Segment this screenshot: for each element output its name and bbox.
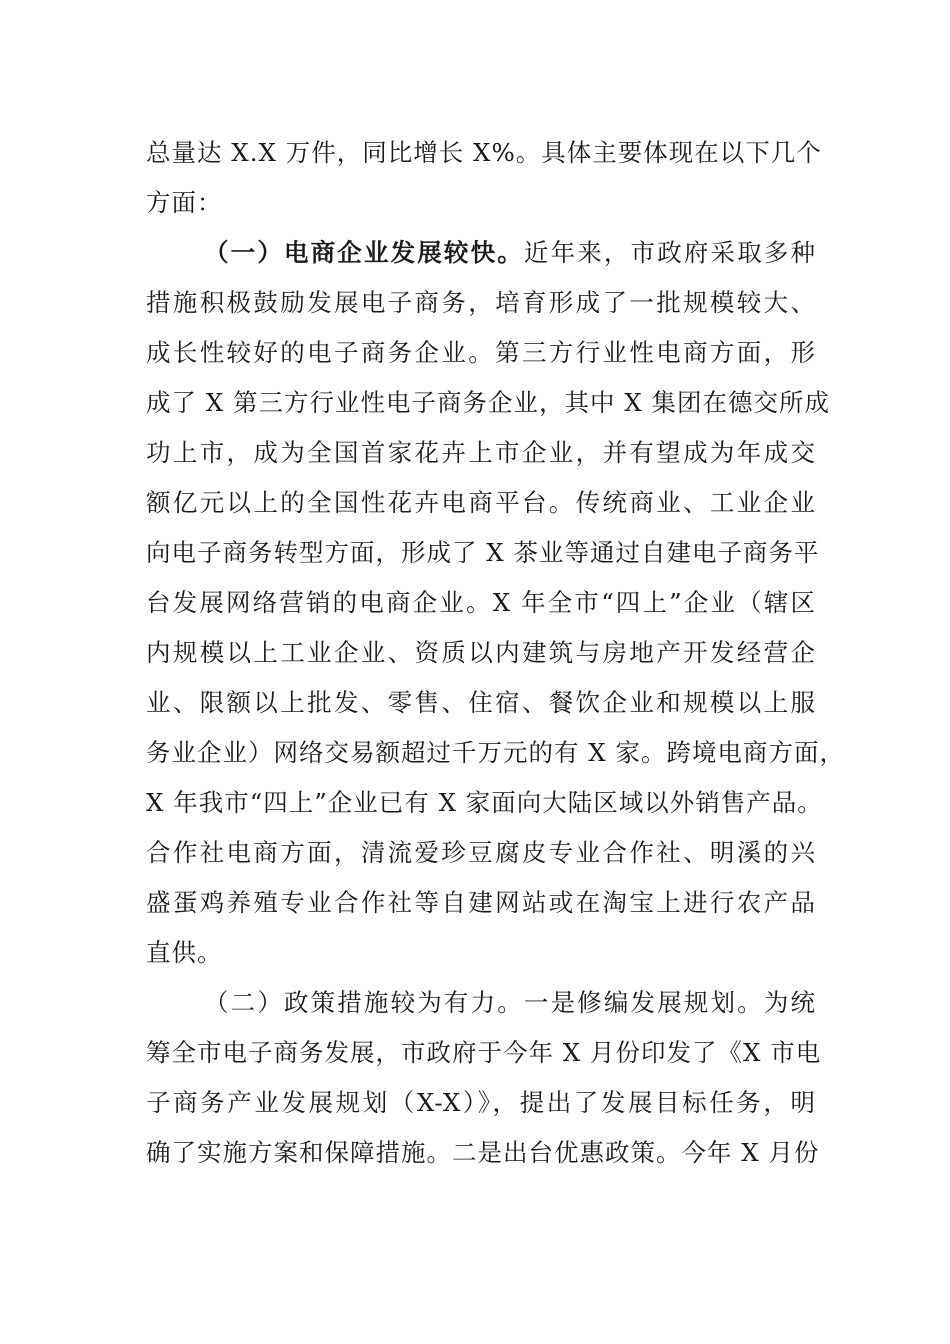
paragraph-first-line — [146, 228, 816, 278]
text-line: 台发展网络营销的电商企业。X 年全市“四上”企业（辖区 — [146, 588, 816, 617]
text-line: 盛蛋鸡养殖专业合作社等自建网站或在淘宝上进行农产品 — [146, 888, 816, 917]
text-line: 成长性较好的电子商务企业。第三方行业性电商方面，形 — [146, 338, 816, 367]
section-heading: （一）电商企业发展较快。 — [204, 238, 524, 267]
text-line: X 年我市“四上”企业已有 X 家面向大陆区域以外销售产品。 — [146, 788, 823, 817]
text-line: 子商务产业发展规划（X-X）》，提出了发展目标任务，明 — [146, 1088, 816, 1117]
text-line: 向电子商务转型方面，形成了 X 茶业等通过自建电子商务平 — [146, 538, 820, 567]
text-line: 筹全市电子商务发展，市政府于今年 X 月份印发了《X 市电 — [146, 1038, 822, 1067]
text-line: 成了 X 第三方行业性电子商务企业，其中 X 集团在德交所成 — [146, 388, 831, 417]
text-run: 近年来，市政府采取多种 — [523, 238, 817, 267]
paragraph-first-line: （二）政策措施较为有力。一是修编发展规划。为统 — [204, 988, 816, 1017]
text-line: 务业企业）网络交易额超过千万元的有 X 家。跨境电商方面， — [146, 738, 846, 767]
text-line: 直供。 — [146, 938, 223, 967]
text-line: 合作社电商方面，清流爱珍豆腐皮专业合作社、明溪的兴 — [146, 838, 816, 867]
body-text — [146, 128, 846, 1178]
text-line: 额亿元以上的全国性花卉电商平台。传统商业、工业企业 — [146, 488, 816, 517]
text-line: 确了实施方案和保障措施。二是出台优惠政策。今年 X 月份 — [146, 1138, 820, 1167]
text-line: 内规模以上工业企业、资质以内建筑与房地产开发经营企 — [146, 638, 816, 667]
text-line: 方面： — [146, 188, 223, 217]
text-line: 功上市，成为全国首家花卉上市企业，并有望成为年成交 — [146, 438, 816, 467]
text-line: 业、限额以上批发、零售、住宿、餐饮企业和规模以上服 — [146, 688, 816, 717]
text-line: 总量达 X.X 万件，同比增长 X%。具体主要体现在以下几个 — [146, 138, 822, 167]
text-line: 措施积极鼓励发展电子商务，培育形成了一批规模较大、 — [146, 288, 816, 317]
